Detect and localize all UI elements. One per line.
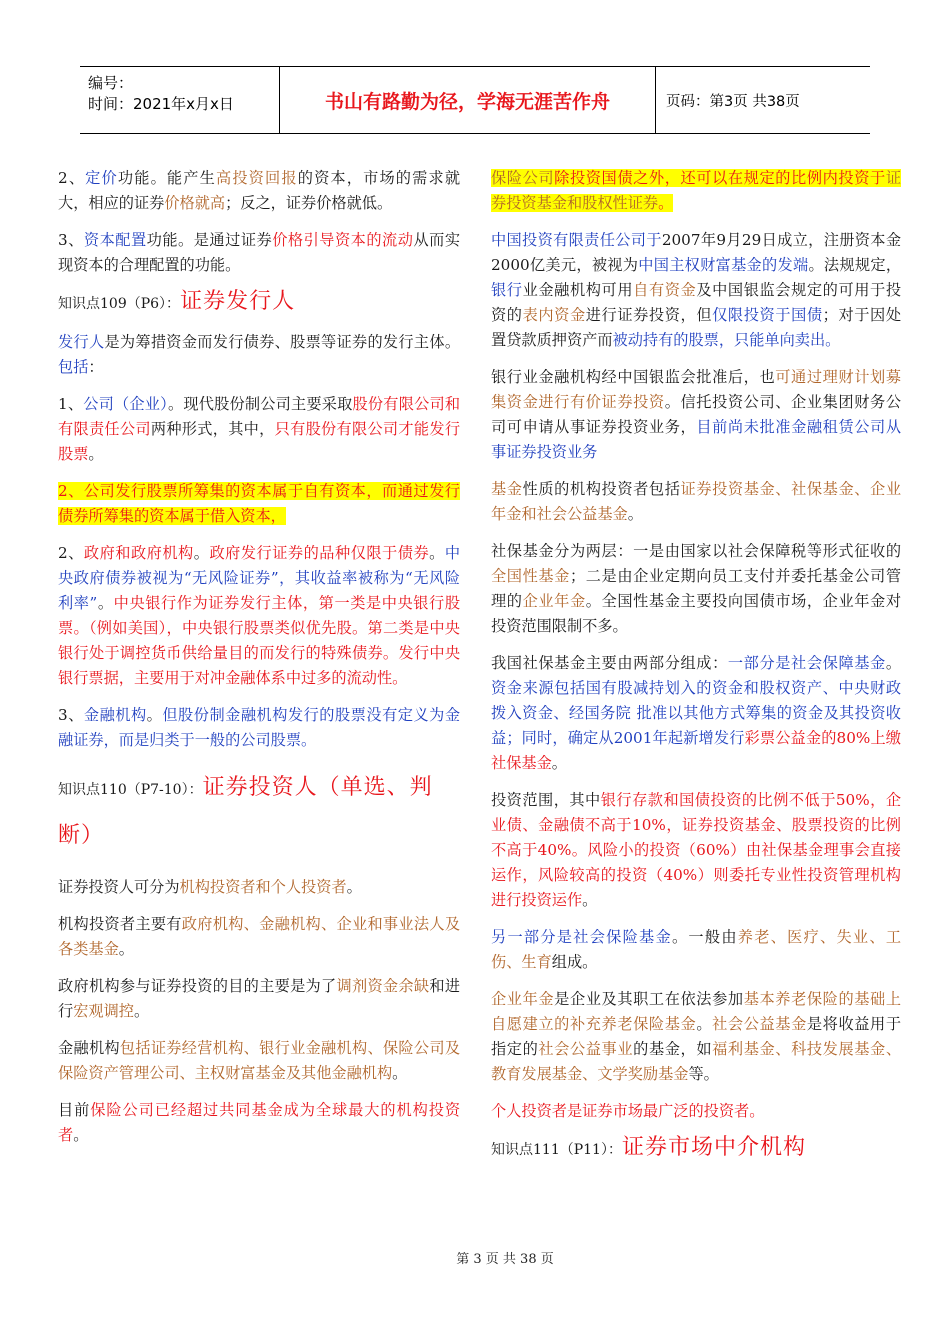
right-column [491, 166, 901, 1176]
header-motto: 书山有路勤为径，学海无涯苦作舟 [280, 67, 656, 133]
paragraph-financial-issuer: 3、金融机构。但股份制金融机构发行的股票没有定义为金融证券，而是归类于一般的公司股票。 [58, 706, 461, 749]
left-column [58, 166, 460, 1160]
paragraph-enterprise-annuity: 企业年金是企业及其职工在依法参加基本养老保险的基础上自愿建立的补充养老保险基金。社会公益基金是将收益用于指定的社会公益事业的基金，如福利基金、科技发展基金、教育发展基金、文学奖励基金等。 [491, 990, 902, 1083]
paragraph-bank-wealth: 银行业金融机构经中国银监会批准后，也可通过理财计划募集资金进行有价证券投资。信托投资公司、企业集团财务公司可申请从事证券投资业务，目前尚未批准金融租赁公司从事证券投资业务 [491, 368, 902, 461]
paragraph-government-investment: 政府机构参与证券投资的目的主要是为了调剂资金余缺和进行宏观调控。 [58, 977, 461, 1020]
paragraph-investment-scope: 投资范围，其中银行存款和国债投资的比例不低于50%，企业债、金融债不高于10%，证券投资基金、股票投资的比例不高于40%。风险小的投资（60%）由社保基金理事会直接运作，风险较高的投资（40%）则委托专业性投资管理机构进行投资运作。 [491, 791, 902, 909]
document-number-label: 编号： [88, 74, 134, 92]
paragraph-financial-institutions: 金融机构包括证券经营机构、银行业金融机构、保险公司及保险资产管理公司、主权财富基金及其他金融机构。 [58, 1039, 461, 1082]
paragraph-pricing: 2、定价功能。能产生高投资回报的资本，市场的需求就大，相应的证券价格就高；反之，证券价格就低。 [58, 169, 461, 212]
paragraph-social-security-composition: 我国社保基金主要由两部分组成：一部分是社会保障基金。资金来源包括国有股减持划入的资金和股权资产、中央财政拨入资金、经国务院 批准以其他方式筹集的资金及其投资收益；同时，确定从2001年起新增发行彩票公益金的80%上缴社保基金。 [491, 654, 902, 772]
knowledge-point-title: 证券市场中介机构 [621, 1135, 806, 1160]
document-date: 时间：2021年x月x日 [88, 95, 234, 113]
paragraph-issuer-definition: 发行人是为筹措资金而发行债券、股票等证券的发行主体。包括： [58, 333, 461, 376]
knowledge-point-title: 证券投资人（单选、判断） [58, 775, 433, 848]
paragraph-individual-investors: 个人投资者是证券市场最广泛的投资者。 [491, 1102, 765, 1120]
paragraph-institutional-investors: 机构投资者主要有政府机构、金融机构、企业和事业法人及各类基金。 [58, 915, 461, 958]
paragraph-insurance-largest: 目前保险公司已经超过共同基金成为全球最大的机构投资者。 [58, 1101, 460, 1144]
paragraph-investor-types: 证券投资人可分为机构投资者和个人投资者。 [58, 878, 362, 896]
page-footer: 第 3 页 共 38 页 [456, 1252, 554, 1267]
header-page-info: 页码：第3页 共38页 [666, 93, 800, 110]
knowledge-point-110 [58, 765, 460, 861]
knowledge-point-label: 知识点110（P7-10）： [58, 782, 203, 798]
paragraph-government-issuer: 2、政府和政府机构。政府发行证券的品种仅限于债券。中央政府债券被视为“无风险证券”，其收益率被称为“无风险利率”。中央银行作为证券发行主体，第一类是中央银行股票。（例如美国），中央银行股票类似优先股。第二类是中央银行处于调控货币供给量目的而发行的特殊债券。发行中央银行票据，主要用于对冲金融体系中过多的流动性。 [58, 544, 461, 687]
paragraph-capital-allocation: 3、资本配置功能。是通过证券价格引导资本的流动从而实现资本的合理配置的功能。 [58, 231, 461, 274]
knowledge-point-111 [491, 1136, 901, 1162]
knowledge-point-109 [58, 290, 460, 316]
paragraph-fund-investors: 基金性质的机构投资者包括证券投资基金、社保基金、企业年金和社会公益基金。 [491, 480, 902, 523]
header-meta [80, 67, 280, 133]
paragraph-insurance-investment: 保险公司除投资国债之外，还可以在规定的比例内投资于证券投资基金和股权性证券。 [491, 169, 902, 212]
paragraph-highlighted-capital: 2、公司发行股票所筹集的资本属于自有资本，而通过发行债券所筹集的资本属于借入资本， [58, 482, 460, 525]
paragraph-cic: 中国投资有限责任公司于2007年9月29日成立，注册资本金2000亿美元，被视为中国主权财富基金的发端。法规规定，银行业金融机构可用自有资金及中国银监会规定的可用于投资的表内资金进行证券投资，但仅限投资于国债；对于因处置贷款质押资产而被动持有的股票，只能单向卖出。 [491, 231, 902, 349]
knowledge-point-label: 知识点111（P11）： [491, 1142, 622, 1158]
knowledge-point-title: 证券发行人 [180, 289, 296, 314]
page-header [80, 66, 870, 134]
paragraph-company-issuer: 1、公司（企业）。现代股份制公司主要采取股份有限公司和有限责任公司两种形式，其中，只有股份有限公司才能发行股票。 [58, 395, 461, 463]
knowledge-point-label: 知识点109（P6）： [58, 296, 181, 312]
paragraph-social-insurance-fund: 另一部分是社会保险基金。一般由养老、医疗、失业、工伤、生育组成。 [491, 928, 902, 971]
paragraph-social-security-layers: 社保基金分为两层：一是由国家以社会保障税等形式征收的全国性基金；二是由企业定期向员工支付并委托基金公司管理的企业年金。全国性基金主要投向国债市场，企业年金对投资范围限制不多。 [491, 542, 902, 635]
